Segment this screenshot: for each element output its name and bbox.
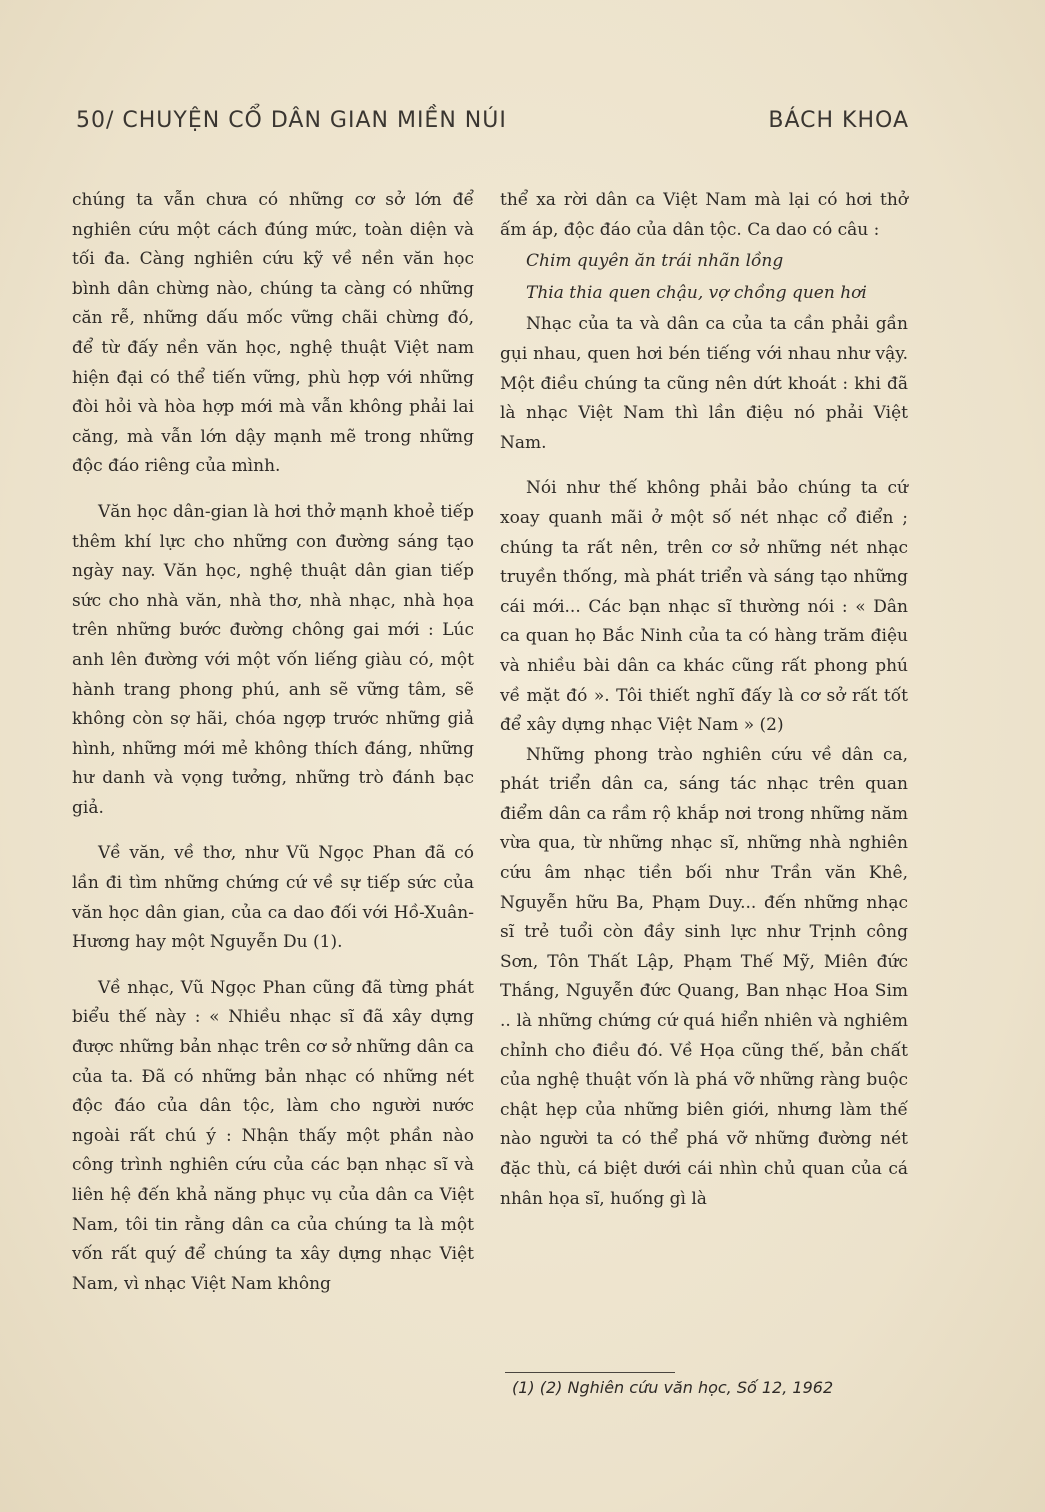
left-paragraph-3: Về văn, về thơ, như Vũ Ngọc Phan đã có lần đi tìm những chứng cứ về sự tiếp sức của văn học dân gian, của ca dao đối với Hồ-Xuân-Hương hay một Nguyễn Du (1).	[72, 843, 474, 953]
footnote: (1) (2) Nghiên cứu văn học, Số 12, 1962	[512, 1378, 834, 1397]
left-paragraph-1: chúng ta vẫn chưa có những cơ sở lớn để nghiên cứu một cách đúng mức, toàn diện và tối đa. Càng nghiên cứu kỹ về nền văn học bình dân chừng nào, chúng ta càng có những căn rễ, những dấu mốc vững chãi chừng đó, để từ đấy nền văn học, nghệ thuật Việt nam hiện đại có thể tiến vững, phù hợp với những đòi hỏi và hòa hợp mới mà vẫn không phải lai căng, mà vẫn lớn dậy mạnh mẽ trong những độc đáo riêng của mình.	[72, 190, 474, 477]
left-column	[72, 186, 474, 1299]
header-page-title: 50/ CHUYỆN CỔ DÂN GIAN MIỀN NÚI	[76, 108, 507, 133]
right-paragraph-3: Những phong trào nghiên cứu về dân ca, phát triển dân ca, sáng tác nhạc trên quan điểm dân ca rầm rộ khắp nơi trong những năm vừa qua, từ những nhạc sĩ, những nhà nghiên cứu âm nhạc tiền bối như Trần văn Khê, Nguyễn hữu Ba, Phạm Duy... đến những nhạc sĩ trẻ tuổi còn đầy sinh lực như Trịnh công Sơn, Tôn Thất Lập, Phạm Thế Mỹ, Miên đức Thắng, Nguyễn đức Quang, Ban nhạc Hoa Sim .. là những chứng cứ quá hiển nhiên và nghiêm chỉnh cho điều đó. Về Họa cũng thế, bản chất của nghệ thuật vốn là phá vỡ những ràng buộc chật hẹp của những biên giới, nhưng làm thế nào người ta có thể phá vỡ những đường nét đặc thù, cá biệt dưới cái nhìn chủ quan của cá nhân họa sĩ, huống gì là	[500, 744, 908, 1209]
verse-line-1: Chim quyên ăn trái nhãn lồng	[526, 251, 784, 272]
right-column	[500, 186, 908, 1214]
header-magazine-name: BÁCH KHOA	[768, 108, 909, 133]
right-paragraph-2: Nói như thế không phải bảo chúng ta cứ xoay quanh mãi ở một số nét nhạc cổ điển ; chúng ta rất nên, trên cơ sở những nét nhạc truyền thống, mà phát triển và sáng tạo những cái mới... Các bạn nhạc sĩ thường nói : « Dân ca quan họ Bắc Ninh của ta có hàng trăm điệu và nhiều bài dân ca khác cũng rất phong phú về mặt đó ». Tôi thiết nghĩ đấy là cơ sở rất tốt để xây dựng nhạc Việt Nam » (2)	[500, 478, 908, 736]
right-paragraph-1: Nhạc của ta và dân ca của ta cần phải gần gụi nhau, quen hơi bén tiếng với nhau như vậy. Một điều chúng ta cũng nên dứt khoát : khi đã là nhạc Việt Nam thì lần điệu nó phải Việt Nam.	[500, 314, 908, 453]
left-paragraph-2: Văn học dân-gian là hơi thở mạnh khoẻ tiếp thêm khí lực cho những con đường sáng tạo ngày nay. Văn học, nghệ thuật dân gian tiếp sức cho nhà văn, nhà thơ, nhà nhạc, nhà họa trên những bước đường chông gai mới : Lúc anh lên đường với một vốn liếng giàu có, một hành trang phong phú, anh sẽ vững tâm, sẽ không còn sợ hãi, chóa ngợp trước những giả hình, những mới mẻ không thích đáng, những hư danh và vọng tưởng, những trò đánh bạc giả.	[72, 501, 474, 818]
running-header	[76, 108, 909, 133]
verse-line-2: Thia thia quen chậu, vợ chồng quen hơi	[526, 282, 867, 303]
left-paragraph-4: Về nhạc, Vũ Ngọc Phan cũng đã từng phát biểu thế này : « Nhiều nhạc sĩ đã xây dựng được những bản nhạc trên cơ sở những dân ca của ta. Đã có những bản nhạc có những nét độc đáo của dân tộc, làm cho người nước ngoài rất chú ý : Nhận thấy một phần nào công trình nghiên cứu của các bạn nhạc sĩ và liên hệ đến khả năng phục vụ của dân ca Việt Nam, tôi tin rằng dân ca của chúng ta là một vốn rất quý để chúng ta xây dựng nhạc Việt Nam, vì nhạc Việt Nam không	[72, 977, 474, 1294]
right-intro-paragraph: thể xa rời dân ca Việt Nam mà lại có hơi thở ấm áp, độc đáo của dân tộc. Ca dao có câu :	[500, 190, 908, 240]
footnote-divider	[505, 1372, 675, 1373]
